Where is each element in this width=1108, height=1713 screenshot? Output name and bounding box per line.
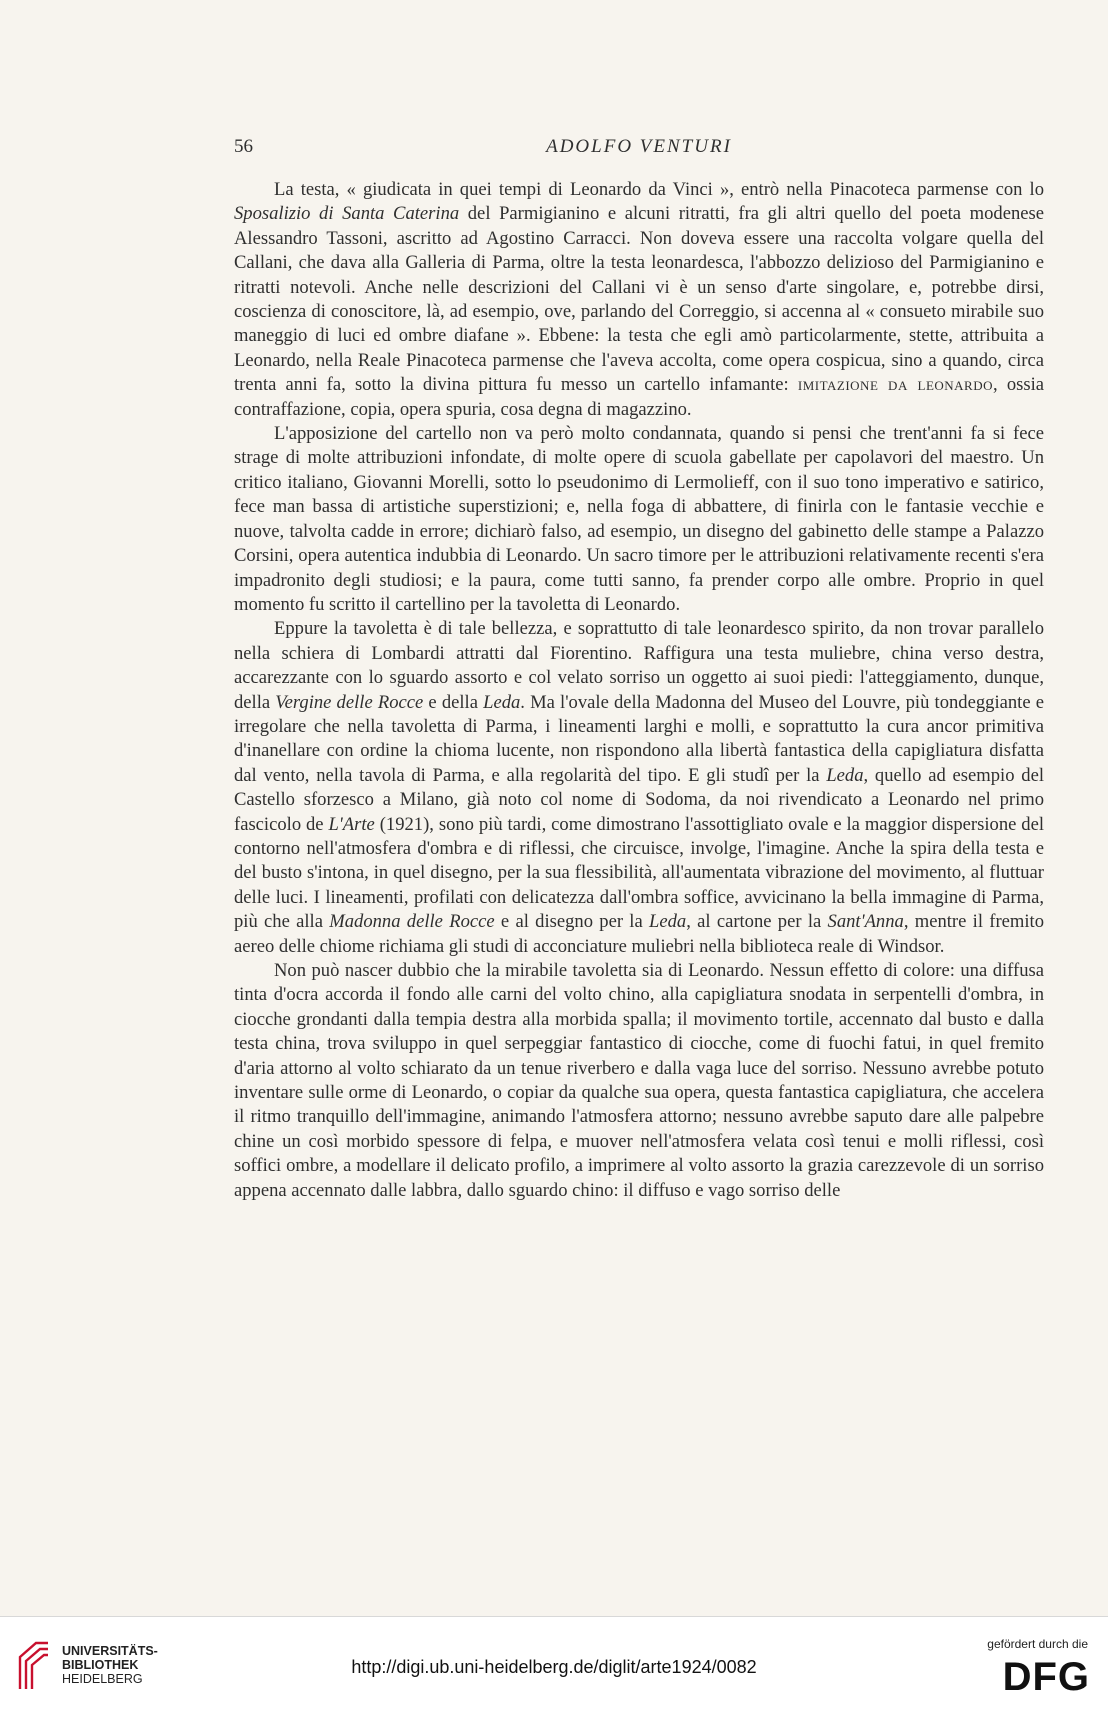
text-run: , al cartone per la — [686, 911, 828, 933]
text-run: La testa, « giudicata in quei tempi di Leonardo da Vinci », entrò nella Pinacoteca parmense con lo — [274, 179, 1044, 200]
text-run: Eppure la tavoletta è di tale bellezza, e soprattutto di tale leonardesco spirito, da non trovar parallelo nella schiera di Lombardi attratti dal Fiorentino. Raffigura una testa muliebre, china verso destra, accarezzante con lo sguardo assorto e col velato sorriso un oggetto ai suoi piedi: l'atteggiamento, dunque, della — [234, 618, 1044, 713]
italic-title: Sposalizio di Santa Caterina — [234, 203, 460, 225]
text-run: . Ma l'ovale della Madonna del Museo del Louvre, più tondeggiante e irregolare che nella tavoletta di Parma, i lineamenti larghi e molli, e soprattutto la cura ancor primitiva d'inanellare con ordine la chioma lucente, non rispondono alla libertà fantastica della capigliatura disfatta dal vento, nella tavola di Parma, e alla regolarità del tipo. E gli studî per la — [234, 691, 1044, 786]
italic-title: Sant'Anna — [827, 911, 904, 933]
article-body — [234, 178, 1044, 1203]
page-number: 56 — [234, 136, 253, 157]
library-line-2: BIBLIOTHEK — [62, 1658, 139, 1672]
italic-title: Vergine delle Rocce — [275, 691, 424, 713]
small-caps-label: imitazione da leonardo — [797, 374, 993, 396]
paragraph-3 — [234, 617, 1044, 959]
text-run: (1921), sono più tardi, come dimostrano l'assottigliato ovale e la maggior dispersione del contorno nell'atmosfera d'ombra e di riflessi, che circuisce, involge, l'imagine. Anche la spira della testa e del busto s'intona, in quel disegno, per la sua flessibilità, all'aumentata vibrazione del movimento, al fluttuar delle luci. I lineamenti, profilati con delicatezza dall'ombra soffice, avvicinano la bella immagine di Parma, più che alla — [234, 813, 1044, 933]
text-run: del Parmigianino e alcuni ritratti, fra gli altri quello del poeta modenese Alessandro Tassoni, ascritto ad Agostino Carracci. Non doveva essere una raccolta volgare quella del Callani, che dava alla Galleria di Parma, oltre la testa leonardesca, l'abbozzo delizioso del Parmigianino e ritratti notevoli. Anche nelle descrizioni del Callani vi è un senso d'arte singolare, e, potrebbe dirsi, coscienza di conoscitore, là, ad esempio, ove, parlando del Correggio, si accenna al « consueto mirabile suo maneggio di luci ed ombre diafane ». Ebbene: la testa che egli amò particolarmente, stette, attribuita a Leonardo, nella Reale Pinacoteca parmense che l'aveva accolta, come opera cospicua, sino a quando, circa trenta anni fa, sotto la divina pittura fu messo un cartello infamante: — [234, 203, 1044, 396]
library-line-3: HEIDELBERG — [62, 1672, 143, 1686]
italic-title: L'Arte — [328, 813, 375, 835]
italic-title: Leda — [483, 691, 521, 713]
funding-label: gefördert durch die — [987, 1637, 1088, 1651]
text-run: , ossia contraffazione, copia, opera spuria, cosa degna di magazzino. — [234, 374, 1045, 420]
italic-title: Leda — [826, 764, 864, 786]
dfg-logo: DFG — [1002, 1655, 1090, 1699]
running-title: ADOLFO VENTURI — [546, 136, 732, 157]
italic-title: Madonna delle Rocce — [329, 911, 495, 933]
text-run: e della — [423, 691, 484, 713]
italic-title: Leda — [649, 911, 687, 933]
paragraph-1 — [234, 178, 1044, 422]
text-run: , quello ad esempio del Castello sforzesco a Milano, già noto col nome di Sodoma, da noi rivendicato a Leonardo nel primo fascicolo de — [234, 764, 1044, 835]
library-line-1: UNIVERSITÄTS- — [62, 1644, 158, 1658]
text-run: e al disegno per la — [494, 911, 649, 933]
paragraph-4: Non può nascer dubbio che la mirabile tavoletta sia di Leonardo. Nessun effetto di colore: una diffusa tinta d'ocra accorda il fondo alle carni del volto chino, alla capigliatura snodata in serpentelli d'ombra, in ciocche grondanti dalla tempia destra alla morbida spalla; il movimento tortile, accennato dal busto e dalla testa china, trova sviluppo in quel serpeggiar fantastico di ciocche, come di fuochi fatui, in quel fremito d'aria attorno al volto schiarato da un tenue riverbero e dalla vaga luce del sorriso. Nessuno avrebbe potuto inventare sulle orme di Leonardo, o copiar da qualche sua opera, questa fantastica capigliatura, che accelera il ritmo tranquillo dell'immagine, animando l'atmosfera attorno; nessuno avrebbe saputo dare alle palpebre chine un così morbido spessore di felpa, e muover nell'atmosfera velata così tenui e molli riflessi, così soffici ombre, a modellare il delicato profilo, a imprimere al volto assorto la grazia carezzevole di un sorriso appena accennato dalle labbra, dallo sguardo chino: il diffuso e vago sorriso delle — [234, 960, 1044, 1201]
text-run: , mentre il fremito aereo delle chiome richiama gli studi di acconciature muliebri nella biblioteca reale di Windsor. — [234, 911, 1044, 957]
digitization-footer — [0, 1616, 1108, 1713]
permalink-url[interactable]: http://digi.ub.uni-heidelberg.de/diglit/arte1924/0082 — [351, 1657, 757, 1677]
paragraph-2: L'apposizione del cartello non va però molto condannata, quando si pensi che trent'anni fa si fece strage di molte attribuzioni infondate, di molte opere di scuola gabellate per capolavori del maestro. Un critico italiano, Giovanni Morelli, sotto lo pseudonimo di Lermolieff, con il suo tono imperativo e satirico, fece man bassa di artistiche superstizioni; e, nella foga di abbattere, di finirla con le fantasie vecchie e nuove, talvolta cadde in errore; dichiarò falso, ad esempio, un disegno del gabinetto delle stampe a Palazzo Corsini, opera autentica indubbia di Leonardo. Un sacro timore per le attribuzioni relativamente recenti s'era impadronito degli studiosi; e la paura, come tutti sanno, fa prender corpo alle ombre. Proprio in quel momento fu scritto il cartellino per la tavoletta di Leonardo. — [234, 423, 1044, 615]
page-header — [234, 136, 1044, 166]
